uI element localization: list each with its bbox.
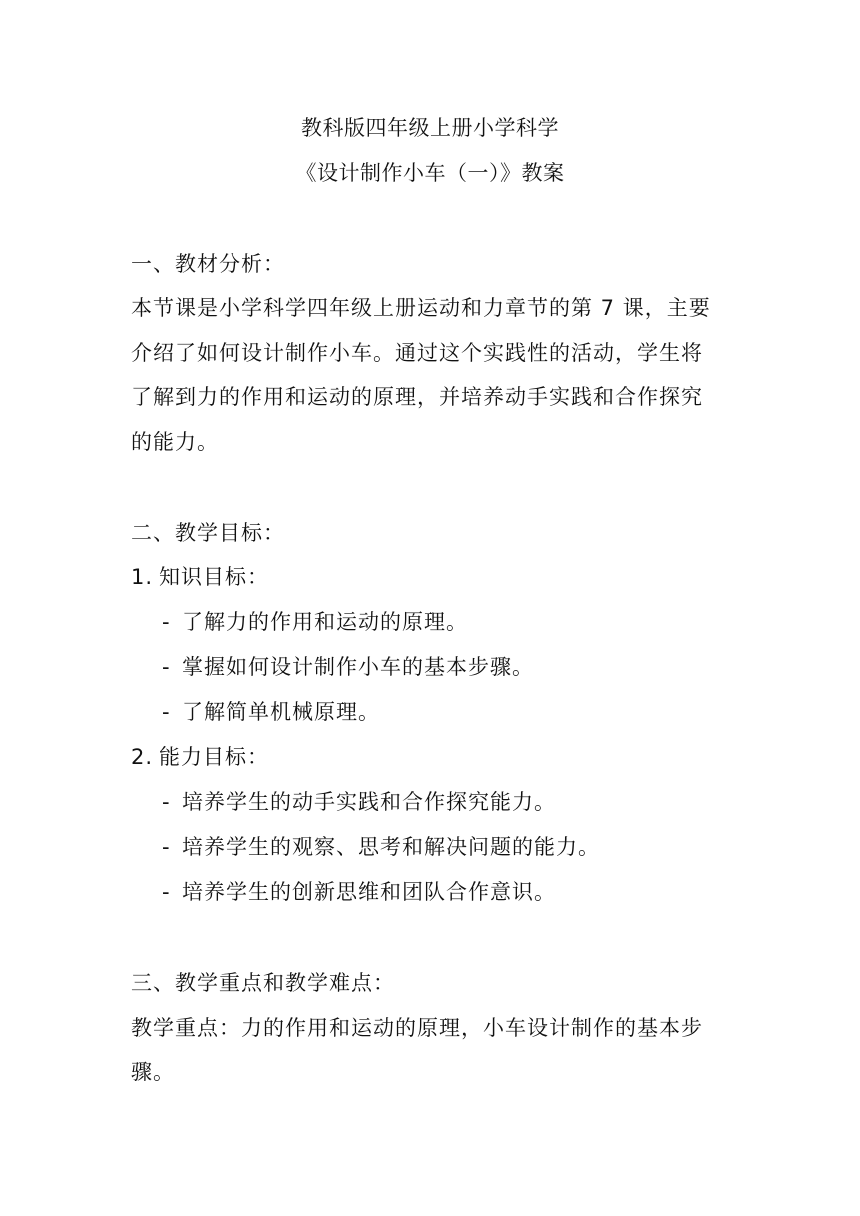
- list-item-text: 掌握如何设计制作小车的基本步骤。: [182, 655, 534, 679]
- section3-paragraph-line: 骤。: [131, 1060, 175, 1084]
- goal2-heading: [131, 743, 269, 771]
- list-item: [162, 833, 600, 861]
- goal2-number: 2.: [131, 745, 154, 769]
- section1-paragraph-line: 了解到力的作用和运动的原理，并培养动手实践和合作探究: [131, 385, 703, 409]
- list-item: [162, 878, 556, 906]
- section1-paragraph-line: 的能力。: [131, 430, 219, 454]
- dash-marker: -: [162, 835, 171, 859]
- list-item: [162, 608, 468, 636]
- dash-marker: -: [162, 610, 171, 634]
- list-item: [162, 698, 380, 726]
- section3-heading: 三、教学重点和教学难点：: [131, 971, 395, 995]
- section1-paragraph-line: 介绍了如何设计制作小车。通过这个实践性的活动，学生将: [131, 341, 703, 365]
- section2-heading: 二、教学目标：: [131, 521, 285, 545]
- section1-paragraph-line: 本节课是小学科学四年级上册运动和力章节的第 7 课，主要: [131, 296, 711, 320]
- dash-marker: -: [162, 790, 171, 814]
- dash-marker: -: [162, 880, 171, 904]
- goal1-heading: [131, 563, 269, 591]
- document-title: 教科版四年级上册小学科学: [301, 116, 559, 140]
- list-item-text: 培养学生的观察、思考和解决问题的能力。: [182, 835, 600, 859]
- document-subtitle: 《设计制作小车（一）》教案: [295, 161, 565, 185]
- dash-marker: -: [162, 700, 171, 724]
- section1-heading: 一、教材分析：: [131, 252, 285, 276]
- list-item: [162, 653, 534, 681]
- dash-marker: -: [162, 655, 171, 679]
- list-item-text: 了解力的作用和运动的原理。: [182, 610, 468, 634]
- list-item: [162, 788, 556, 816]
- list-item-text: 了解简单机械原理。: [182, 700, 380, 724]
- list-item-text: 培养学生的创新思维和团队合作意识。: [182, 880, 556, 904]
- section3-paragraph-line: 教学重点：力的作用和运动的原理，小车设计制作的基本步: [131, 1016, 703, 1040]
- list-item-text: 培养学生的动手实践和合作探究能力。: [182, 790, 556, 814]
- goal1-number: 1.: [131, 565, 154, 589]
- goal1-label: 知识目标：: [159, 565, 269, 589]
- goal2-label: 能力目标：: [159, 745, 269, 769]
